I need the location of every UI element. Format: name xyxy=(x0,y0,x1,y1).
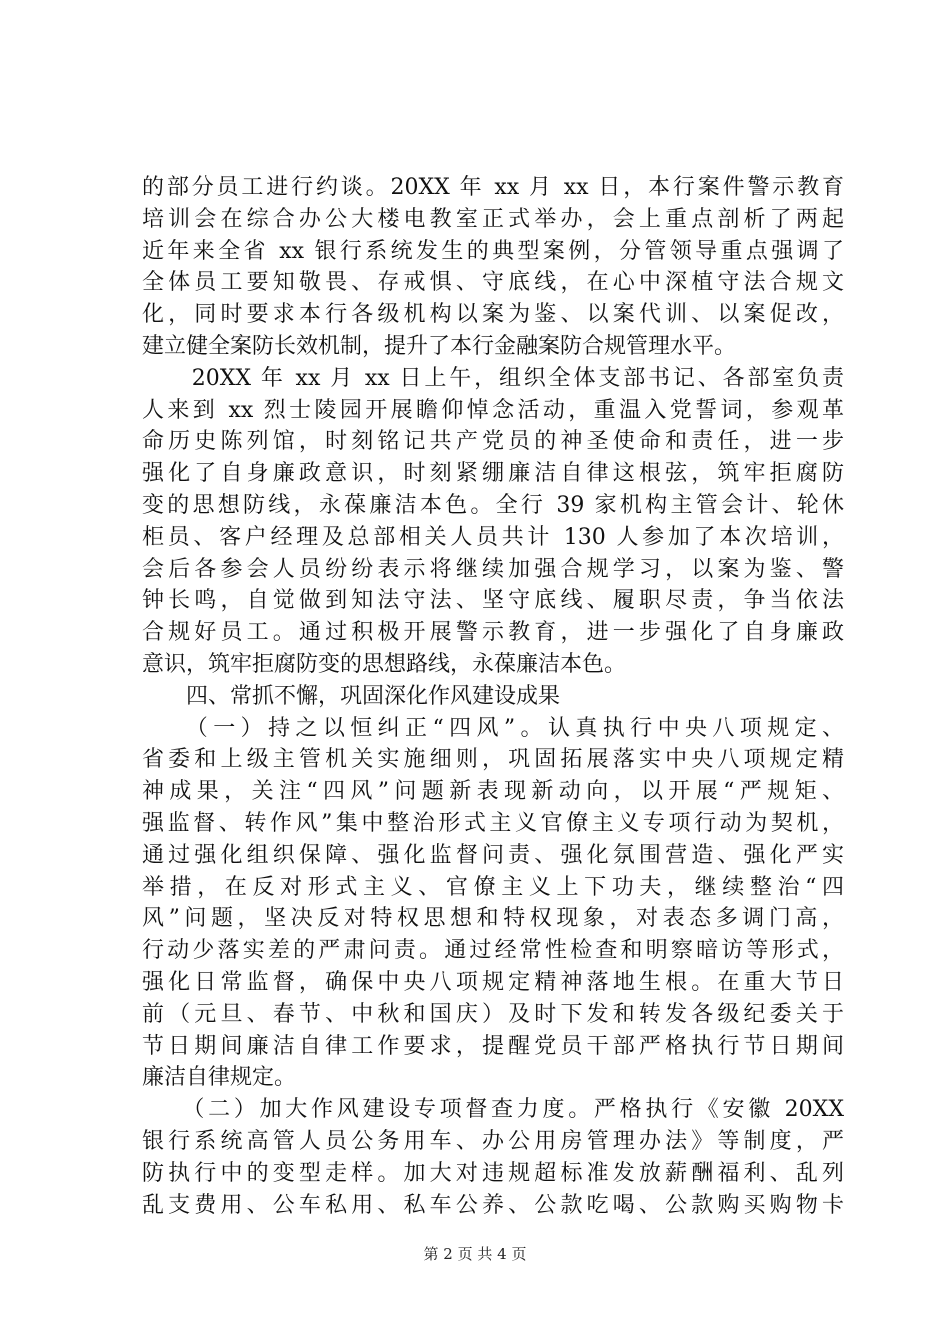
text-line: 合规好员工。通过积极开展警示教育，进一步强化了自身廉政 xyxy=(142,620,844,646)
text-line: 柜员、客户经理及总部相关人员共计 130 人参加了本次培训， xyxy=(142,524,844,550)
text-line: 培训会在综合办公大楼电教室正式举办，会上重点剖析了两起 xyxy=(142,206,844,232)
text-line: 乱支费用、公车私用、私车公养、公款吃喝、公款购买购物卡 xyxy=(142,1192,844,1218)
page-number-footer: 第 2 页 共 4 页 xyxy=(423,1245,527,1263)
text-line: （二）加大作风建设专项督查力度。严格执行《安徽 20XX xyxy=(142,1097,844,1123)
text-line: 廉洁自律规定。 xyxy=(142,1065,297,1091)
text-line: 钟长鸣，自觉做到知法守法、坚守底线、履职尽责，争当依法 xyxy=(142,588,844,614)
text-line: 通过强化组织保障、强化监督问责、强化氛围营造、强化严实 xyxy=(142,842,844,868)
text-line: 20XX 年 xx 月 xx 日上午，组织全体支部书记、各部室负责 xyxy=(142,365,844,391)
text-line: 节日期间廉洁自律工作要求，提醒党员干部严格执行节日期间 xyxy=(142,1033,844,1059)
text-line: （一）持之以恒纠正“四风”。认真执行中央八项规定、 xyxy=(142,715,844,741)
text-line: 防执行中的变型走样。加大对违规超标准发放薪酬福利、乱列 xyxy=(142,1160,844,1186)
text-line: 命历史陈列馆，时刻铭记共产党员的神圣使命和责任，进一步 xyxy=(142,429,844,455)
text-line: 前（元旦、春节、中秋和国庆）及时下发和转发各级纪委关于 xyxy=(142,1001,844,1027)
text-line: 变的思想防线，永葆廉洁本色。全行 39 家机构主管会计、轮休 xyxy=(142,492,844,518)
text-line: 强监督、转作风”集中整治形式主义官僚主义专项行动为契机， xyxy=(142,810,844,836)
text-line: 强化了自身廉政意识，时刻紧绷廉洁自律这根弦，筑牢拒腐防 xyxy=(142,461,844,487)
text-line: 意识，筑牢拒腐防变的思想路线，永葆廉洁本色。 xyxy=(142,651,627,677)
text-line: 举措，在反对形式主义、官僚主义上下功夫，继续整治“四 xyxy=(142,874,844,900)
text-line: 会后各参会人员纷纷表示将继续加强合规学习，以案为鉴、警 xyxy=(142,556,844,582)
text-line: 风”问题，坚决反对特权思想和特权现象，对表态多调门高， xyxy=(142,906,844,932)
text-line: 建立健全案防长效机制，提升了本行金融案防合规管理水平。 xyxy=(142,333,737,359)
text-line: 强化日常监督，确保中央八项规定精神落地生根。在重大节日 xyxy=(142,969,844,995)
text-line: 神成果，关注“四风”问题新表现新动向，以开展“严规矩、 xyxy=(142,779,844,805)
text-line: 的部分员工进行约谈。20XX 年 xx 月 xx 日，本行案件警示教育 xyxy=(142,175,844,200)
text-line: 银行系统高管人员公务用车、办公用房管理办法》等制度，严 xyxy=(142,1128,844,1154)
document-body xyxy=(142,172,844,1221)
section-heading: 四、常抓不懈，巩固深化作风建设成果 xyxy=(142,683,561,709)
text-line: 化，同时要求本行各级机构以案为鉴、以案代训、以案促改， xyxy=(142,302,844,328)
text-line: 省委和上级主管机关实施细则，巩固拓展落实中央八项规定精 xyxy=(142,747,844,773)
text-line: 人来到 xx 烈士陵园开展瞻仰悼念活动，重温入党誓词，参观革 xyxy=(142,397,844,423)
text-line: 近年来全省 xx 银行系统发生的典型案例，分管领导重点强调了 xyxy=(142,238,844,264)
text-line: 行动少落实差的严肃问责。通过经常性检查和明察暗访等形式， xyxy=(142,938,844,964)
text-line: 全体员工要知敬畏、存戒惧、守底线，在心中深植守法合规文 xyxy=(142,270,844,296)
